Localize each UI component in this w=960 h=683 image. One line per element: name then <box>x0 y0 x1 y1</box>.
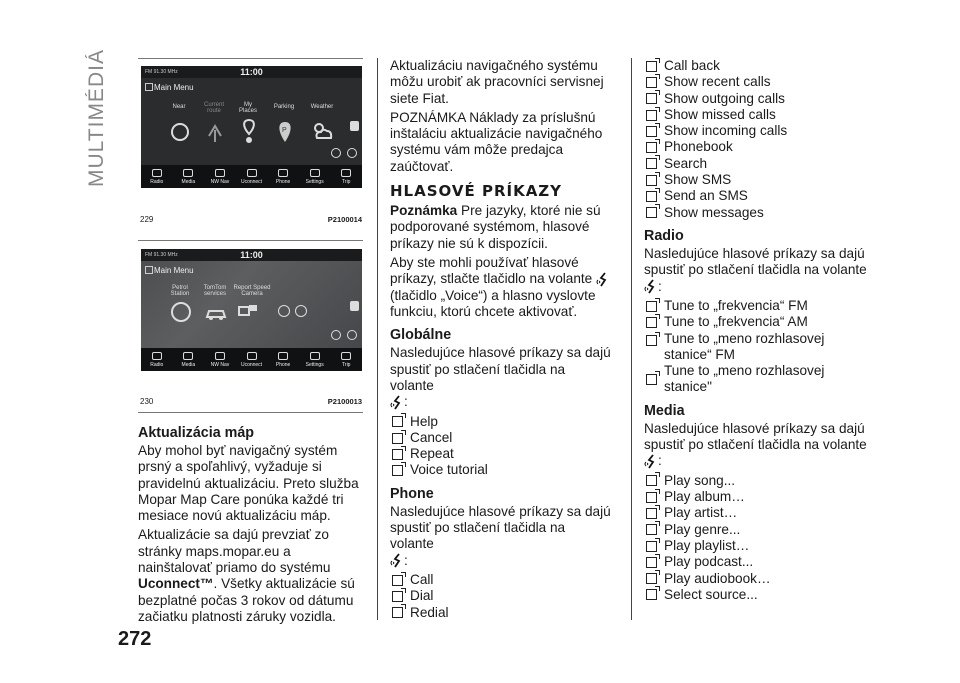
tile-current-route-label: Current route <box>203 102 224 114</box>
list-item: Play album… <box>644 489 869 505</box>
bottom-nav-bar <box>141 165 362 188</box>
checkbox-icon <box>392 607 403 618</box>
phone-icon <box>278 169 288 177</box>
map-update-heading: Aktualizácia máp <box>138 425 255 441</box>
main-menu-title: Main Menu <box>154 83 194 92</box>
nav-settings[interactable]: Settings <box>299 348 331 371</box>
nav-media[interactable]: Media <box>173 165 205 188</box>
phone-commands-list <box>390 572 612 621</box>
nav-compass-icon <box>215 169 225 177</box>
car-icon <box>341 352 351 360</box>
uconnect-icon <box>247 352 257 360</box>
phone-icon <box>278 352 288 360</box>
media-icon <box>183 169 193 177</box>
checkbox-icon <box>646 191 657 202</box>
media-commands-list <box>644 473 869 603</box>
checkbox-icon <box>646 317 657 328</box>
radio-commands-list <box>644 298 869 396</box>
exit-icon[interactable] <box>347 148 357 158</box>
list-item: Tune to „frekvencia“ AM <box>644 314 869 330</box>
checkbox-icon <box>392 575 403 586</box>
checkbox-icon <box>646 207 657 218</box>
nav-compass-icon <box>215 352 225 360</box>
checkbox-icon <box>646 492 657 503</box>
nav-trip[interactable]: Trip <box>330 165 362 188</box>
voice-commands-heading: HLASOVÉ PRÍKAZY <box>390 182 563 201</box>
list-item: Tune to „meno rozhlasovej stanice" <box>644 363 869 396</box>
column-divider-2 <box>631 58 632 620</box>
speed-camera-icon[interactable] <box>237 303 261 323</box>
figure-rule <box>138 412 363 413</box>
checkbox-icon <box>646 175 657 186</box>
checkbox-icon <box>646 475 657 486</box>
list-item: Tune to „frekvencia“ FM <box>644 298 869 314</box>
checkbox-icon <box>646 158 657 169</box>
phone-heading: Phone <box>390 485 434 502</box>
tile-weather-label: Weather <box>310 104 334 110</box>
checkbox-icon <box>392 449 403 460</box>
checkbox-icon <box>646 335 657 346</box>
nav-settings[interactable]: Settings <box>299 165 331 188</box>
top-rule <box>138 58 363 59</box>
nav-media[interactable]: Media <box>173 348 205 371</box>
list-item: Show recent calls <box>644 74 869 90</box>
nav-update-paragraph: Aktualizáciu navigačného systému môžu urobiť ak pracovníci servisnej siete Fiat. <box>390 58 604 106</box>
home-icon[interactable] <box>145 83 153 91</box>
tile-near-label: Near <box>172 104 186 110</box>
column-divider-1 <box>377 58 378 620</box>
voice-button-icon <box>644 454 658 470</box>
nav-nav[interactable]: NW Nav <box>204 165 236 188</box>
global-heading: Globálne <box>390 327 452 344</box>
my-places-icon[interactable] <box>240 118 258 144</box>
status-bar <box>141 66 362 78</box>
voice-button-icon <box>390 395 404 411</box>
checkbox-icon <box>646 301 657 312</box>
voice-button-icon <box>644 279 658 295</box>
list-item: Play podcast... <box>644 554 869 570</box>
nav-radio[interactable]: Radio <box>141 348 173 371</box>
list-item: Dial <box>390 588 612 604</box>
map-update-paragraph-2: Aktualizácie sa dajú prevziať zo stránky maps.mopar.eu a nainštalovať priamo do systému Uconnect™. Všetky aktualizácie sú bezplatné počas 3 rokov od dátumu začiatku platnosti záruky vozidla. <box>138 527 355 624</box>
phone-commands-list-continued <box>644 58 869 221</box>
page-number: 272 <box>118 628 152 650</box>
column-1-text <box>138 418 363 628</box>
figure-230-screenshot <box>141 249 362 371</box>
petrol-station-icon[interactable] <box>171 302 191 322</box>
list-item: Help <box>390 414 612 430</box>
radio-icon <box>152 352 162 360</box>
checkbox-icon <box>646 557 657 568</box>
list-item: Play playlist… <box>644 538 869 554</box>
list-item: Show messages <box>644 205 869 221</box>
gear-icon <box>310 169 320 177</box>
tile-tomtom-services-label: TomTom services <box>203 285 227 297</box>
global-intro: Nasledujúce hlasové príkazy sa dajú spustiť po stlačení tlačidla na volante : <box>390 345 611 410</box>
checkbox-icon <box>392 591 403 602</box>
figure-rule <box>138 240 363 241</box>
checkbox-icon <box>646 61 657 72</box>
status-bar <box>141 249 362 261</box>
map-view-icon[interactable] <box>331 148 341 158</box>
list-item: Tune to „meno rozhlasovej stanice“ FM <box>644 331 869 364</box>
bottom-nav-bar <box>141 348 362 371</box>
clock: 11:00 <box>240 250 263 260</box>
route-icon[interactable] <box>205 122 225 144</box>
checkbox-icon <box>646 589 657 600</box>
nav-phone[interactable]: Phone <box>267 165 299 188</box>
clock: 11:00 <box>240 67 263 77</box>
parking-icon[interactable] <box>275 120 295 146</box>
scroll-right-icon[interactable] <box>350 121 359 131</box>
list-item: Play song... <box>644 473 869 489</box>
list-item: Voice tutorial <box>390 462 612 478</box>
global-commands-list <box>390 414 612 479</box>
nav-uconnect[interactable]: Uconnect <box>236 165 268 188</box>
list-item: Show outgoing calls <box>644 91 869 107</box>
list-item: Redial <box>390 605 612 621</box>
list-item: Show incoming calls <box>644 123 869 139</box>
language-note: Poznámka Pre jazyky, ktoré nie sú podporované systémom, hlasové príkazy nie sú k dispozícii. <box>390 203 601 251</box>
map-update-paragraph-1: Aby mohol byť navigačný systém prsný a spoľahlivý, vyžaduje si pravidelnú aktualizáciu. Preto služba Mopar Map Care ponúka každé tri mesiace novú aktualizáciu máp. <box>138 443 359 524</box>
main-menu-title: Main Menu <box>154 266 194 275</box>
checkbox-icon <box>392 465 403 476</box>
exit-icon[interactable] <box>347 330 357 340</box>
checkbox-icon <box>646 110 657 121</box>
list-item: Play genre... <box>644 522 869 538</box>
media-intro: Nasledujúce hlasové príkazy sa dajú spustiť po stlačení tlačidla na volante : <box>644 420 867 469</box>
nav-radio[interactable]: Radio <box>141 165 173 188</box>
list-item: Play audiobook… <box>644 571 869 587</box>
scroll-right-icon[interactable] <box>350 301 359 311</box>
list-item: Cancel <box>390 430 612 446</box>
svg-text:P: P <box>282 127 287 134</box>
voice-button-icon <box>390 553 404 569</box>
column-2-text <box>390 58 612 624</box>
help-icon[interactable] <box>295 305 307 317</box>
media-icon <box>183 352 193 360</box>
map-view-icon[interactable] <box>331 330 341 340</box>
checkbox-icon <box>392 416 403 427</box>
note-paragraph: POZNÁMKA Náklady za príslušnú inštaláciu aktualizácie navigačného systému vám môže predajca zaúčtovať. <box>390 109 603 174</box>
nav-uconnect[interactable]: Uconnect <box>236 348 268 371</box>
checkbox-icon <box>646 126 657 137</box>
checkbox-icon <box>646 508 657 519</box>
checkbox-icon <box>646 374 657 385</box>
nav-nav[interactable]: NW Nav <box>204 348 236 371</box>
radio-intro: Nasledujúce hlasové príkazy sa dajú spustiť po stlačení tlačidla na volante : <box>644 245 867 294</box>
list-item: Select source... <box>644 587 869 603</box>
list-item: Send an SMS <box>644 188 869 204</box>
radio-frequency: FM 91.30 MHz <box>145 69 178 75</box>
car-service-icon[interactable] <box>205 305 227 321</box>
gear-icon <box>310 352 320 360</box>
nav-trip[interactable]: Trip <box>330 348 362 371</box>
checkbox-icon <box>646 93 657 104</box>
list-item: Show missed calls <box>644 107 869 123</box>
options-icon[interactable] <box>278 305 290 317</box>
phone-intro: Nasledujúce hlasové príkazy sa dajú spustiť po stlačení tlačidla na volante : <box>390 503 611 568</box>
tile-my-places-label: My Places <box>238 102 257 114</box>
media-heading: Media <box>644 402 685 419</box>
list-item: Phonebook <box>644 139 869 155</box>
list-item: Repeat <box>390 446 612 462</box>
checkbox-icon <box>392 433 403 444</box>
near-search-icon[interactable] <box>171 123 189 141</box>
figure-229-screenshot <box>141 66 362 188</box>
section-side-title: MULTIMÉDIÁ <box>85 49 108 187</box>
radio-icon <box>152 169 162 177</box>
list-item: Play artist… <box>644 505 869 521</box>
tile-parking-label: Parking <box>273 104 295 110</box>
list-item: Show SMS <box>644 172 869 188</box>
column-3-text <box>644 58 869 606</box>
checkbox-icon <box>646 541 657 552</box>
car-icon <box>341 169 351 177</box>
checkbox-icon <box>646 573 657 584</box>
radio-heading: Radio <box>644 227 684 244</box>
home-icon[interactable] <box>145 266 153 274</box>
checkbox-icon <box>646 142 657 153</box>
nav-phone[interactable]: Phone <box>267 348 299 371</box>
list-item: Call back <box>644 58 869 74</box>
list-item: Call <box>390 572 612 588</box>
checkbox-icon <box>646 77 657 88</box>
voice-button-icon <box>596 272 610 288</box>
list-item: Search <box>644 156 869 172</box>
radio-frequency: FM 91.30 MHz <box>145 252 178 258</box>
tile-petrol-station-label: Petrol Station <box>170 285 190 297</box>
weather-icon[interactable] <box>311 120 333 140</box>
map-background <box>141 249 362 348</box>
voice-usage-paragraph: Aby ste mohli používať hlasové príkazy, stlačte tlačidlo na volante (tlačidlo „Voice“) a hlasno vyslovte funkciu, ktorú chcete aktivovať. <box>390 255 612 320</box>
checkbox-icon <box>646 524 657 535</box>
uconnect-icon <box>247 169 257 177</box>
tile-speed-camera-label: Report Speed Camera <box>233 285 271 297</box>
